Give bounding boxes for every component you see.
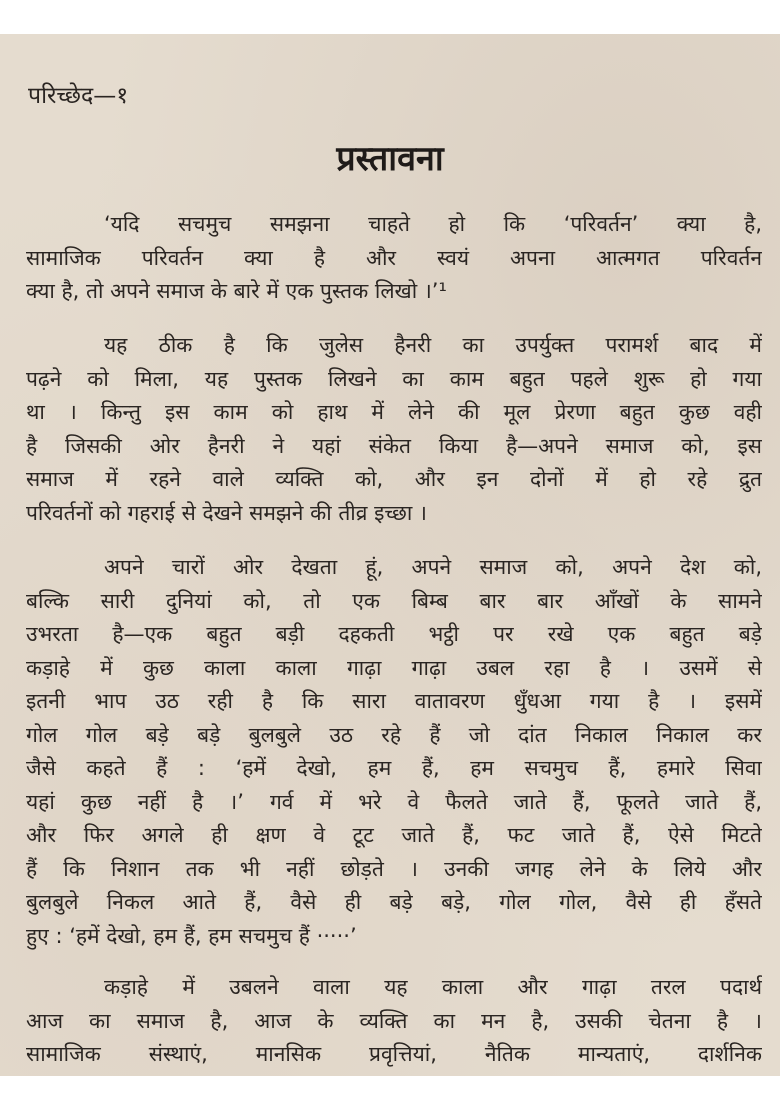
text-line: इतनी भाप उठ रही है कि सारा वातावरण धुँधआ गया है । इसमें — [26, 689, 762, 713]
text-line: और फिर अगले ही क्षण वे टूट जाते हैं, फट जाते हैं, ऐसे मिटते — [26, 823, 762, 847]
text-line: जैसे कहते हैं : ‘हमें देखो, हम हैं, हम सचमुच हैं, हमारे सिवा — [26, 756, 762, 780]
text-line: था । किन्तु इस काम को हाथ में लेने की मूल प्रेरणा बहुत कुछ वही — [26, 400, 762, 424]
text-line: गोल गोल बड़े बड़े बुलबुले उठ रहे हैं जो दांत निकाल निकाल कर — [26, 722, 762, 747]
paragraph — [26, 208, 762, 309]
text-line: यहां कुछ नहीं है ।’ गर्व में भरे वे फैलते जाते हैं, फूलते जाते हैं, — [26, 789, 762, 814]
text-line: पढ़ने को मिला, यह पुस्तक लिखने का काम बहुत पहले शुरू हो गया — [26, 366, 762, 391]
text-line: क्या है, तो अपने समाज के बारे में एक पुस्तक लिखो ।’¹ — [26, 279, 447, 303]
text-line: सामाजिक परिवर्तन क्या है और स्वयं अपना आत्मगत परिवर्तन — [26, 245, 762, 270]
text-line: परिवर्तनों को गहराई से देखने समझने की तीव्र इच्छा । — [26, 500, 427, 525]
text-line: आज का समाज है, आज के व्यक्ति का मन है, उसकी चेतना है । — [26, 1008, 762, 1033]
text-line: हैं कि निशान तक भी नहीं छोड़ते । उनकी जगह लेने के लिये और — [26, 856, 762, 881]
chapter-heading: परिच्छेद—१ — [28, 83, 129, 109]
text-line: है जिसकी ओर हैनरी ने यहां संकेत किया है—अपने समाज को, इस — [26, 433, 762, 458]
paragraph — [26, 551, 762, 953]
page-title: प्रस्तावना — [336, 139, 444, 179]
paragraph — [26, 971, 762, 1072]
book-page — [0, 34, 780, 1076]
text-line: समाज में रहने वाले व्यक्ति को, और इन दोनों में हो रहे द्रुत — [26, 467, 762, 491]
text-line: यह ठीक है कि जुलेस हैनरी का उपर्युक्त परामर्श बाद में — [104, 333, 762, 357]
text-line: सामाजिक संस्थाएं, मानसिक प्रवृत्तियां, नैतिक मान्यताएं, दार्शनिक — [26, 1042, 762, 1066]
text-line: ‘यदि सचमुच समझना चाहते हो कि ‘परिवर्तन’ क्या है, — [104, 212, 762, 236]
paragraph — [26, 329, 762, 530]
text-line: अपने चारों ओर देखता हूं, अपने समाज को, अपने देश को, — [104, 555, 762, 579]
text-line: बुलबुले निकल आते हैं, वैसे ही बड़े बड़े, गोल गोल, वैसे ही हँसते — [26, 890, 762, 914]
text-line: कड़ाहे में कुछ काला काला गाढ़ा गाढ़ा उबल रहा है । उसमें से — [26, 655, 762, 680]
text-line: उभरता है—एक बहुत बड़ी दहकती भट्ठी पर रखे एक बहुत बड़े — [26, 622, 762, 646]
text-line: हुए : ‘हमें देखो, हम हैं, हम सचमुच हैं ·····’ — [26, 923, 357, 948]
text-line: बल्कि सारी दुनियां को, तो एक बिम्ब बार बार आँखों के सामने — [26, 588, 762, 613]
text-line: कड़ाहे में उबलने वाला यह काला और गाढ़ा तरल पदार्थ — [104, 975, 762, 999]
